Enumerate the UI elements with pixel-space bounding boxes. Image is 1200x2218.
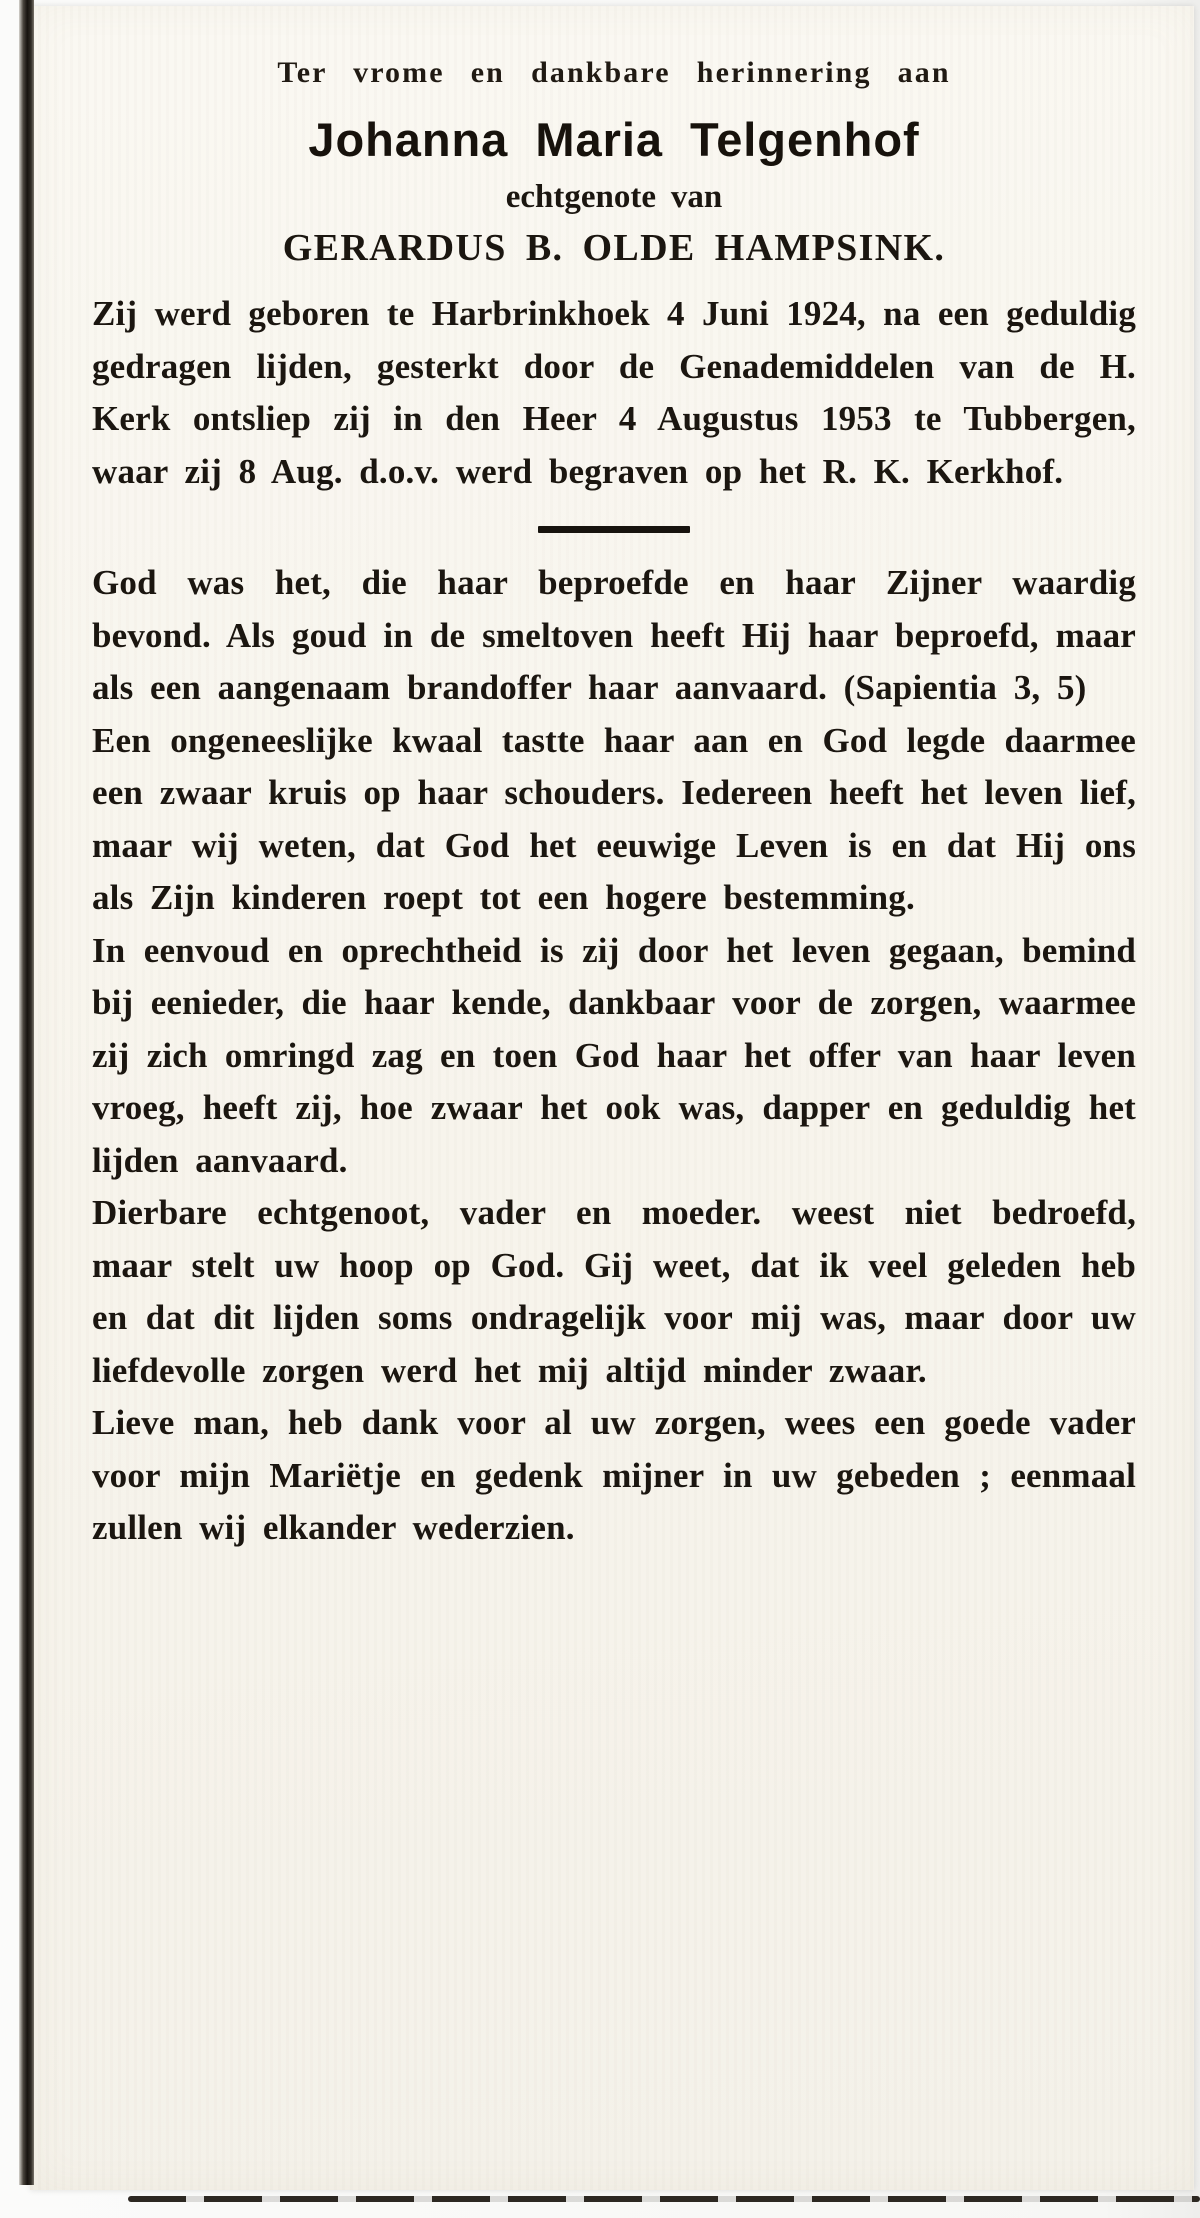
relation-line: echtgenote van (505, 179, 723, 215)
memorial-card (30, 6, 1194, 2190)
memorial-paragraph-farewell: Lieve man, heb dank voor al uw zorgen, wees een goede vader voor mijn Mariëtje en gedenk mijner in uw gebeden ; eenmaal zullen wij elkander wederzien. (92, 1403, 1136, 1547)
spouse-name: GERARDUS B. OLDE HAMPSINK. (282, 227, 946, 269)
deceased-name: Johanna Maria Telgenhof (308, 113, 920, 166)
memorial-paragraph-family: Dierbare echtgenoot, vader en moeder. weest niet bedroefd, maar stelt uw hoop op God. Gij weet, dat ik veel geleden heb en dat dit lijden soms ondragelijk voor mij was, maar door uw liefdevolle zorgen werd het mij altijd minder zwaar. (92, 1193, 1136, 1390)
memorial-paragraph-life: In eenvoud en oprechtheid is zij door het leven gegaan, bemind bij eenieder, die haar kende, dankbaar voor de zorgen, waarmee zij zich omringd zag en toen God haar het offer van haar leven vroeg, heeft zij, hoe zwaar het ook was, dapper en geduldig het lijden aanvaard. (92, 930, 1136, 1180)
section-divider (538, 526, 690, 533)
memorial-paragraph-scripture: God was het, die haar beproefde en haar Zijner waardig bevond. Als goud in de smeltoven heeft Hij haar beproefd, maar als een aangenaam brandoffer haar aanvaard. (Sapientia 3, 5) (92, 563, 1136, 707)
memorial-intro-line: Ter vrome en dankbare herinnering aan (277, 56, 951, 89)
scan-edge-bottom (128, 2196, 1200, 2202)
scan-edge-left (19, 0, 34, 2185)
memorial-paragraph-illness: Een ongeneeslijke kwaal tastte haar aan en God legde daarmee een zwaar kruis op haar schouders. Iedereen heeft het leven lief, maar wij weten, dat God het eeuwige Leven is en dat Hij ons als Zijn kinderen roept tot een hogere bestemming. (92, 720, 1136, 917)
biography-paragraph: Zij werd geboren te Harbrinkhoek 4 Juni 1924, na een geduldig gedragen lijden, gesterkt door de Genademiddelen van de H. Kerk ontsliep zij in den Heer 4 Augustus 1953 te Tubbergen, waar zij 8 Aug. d.o.v. werd begraven op het R. K. Kerkhof. (92, 294, 1136, 491)
